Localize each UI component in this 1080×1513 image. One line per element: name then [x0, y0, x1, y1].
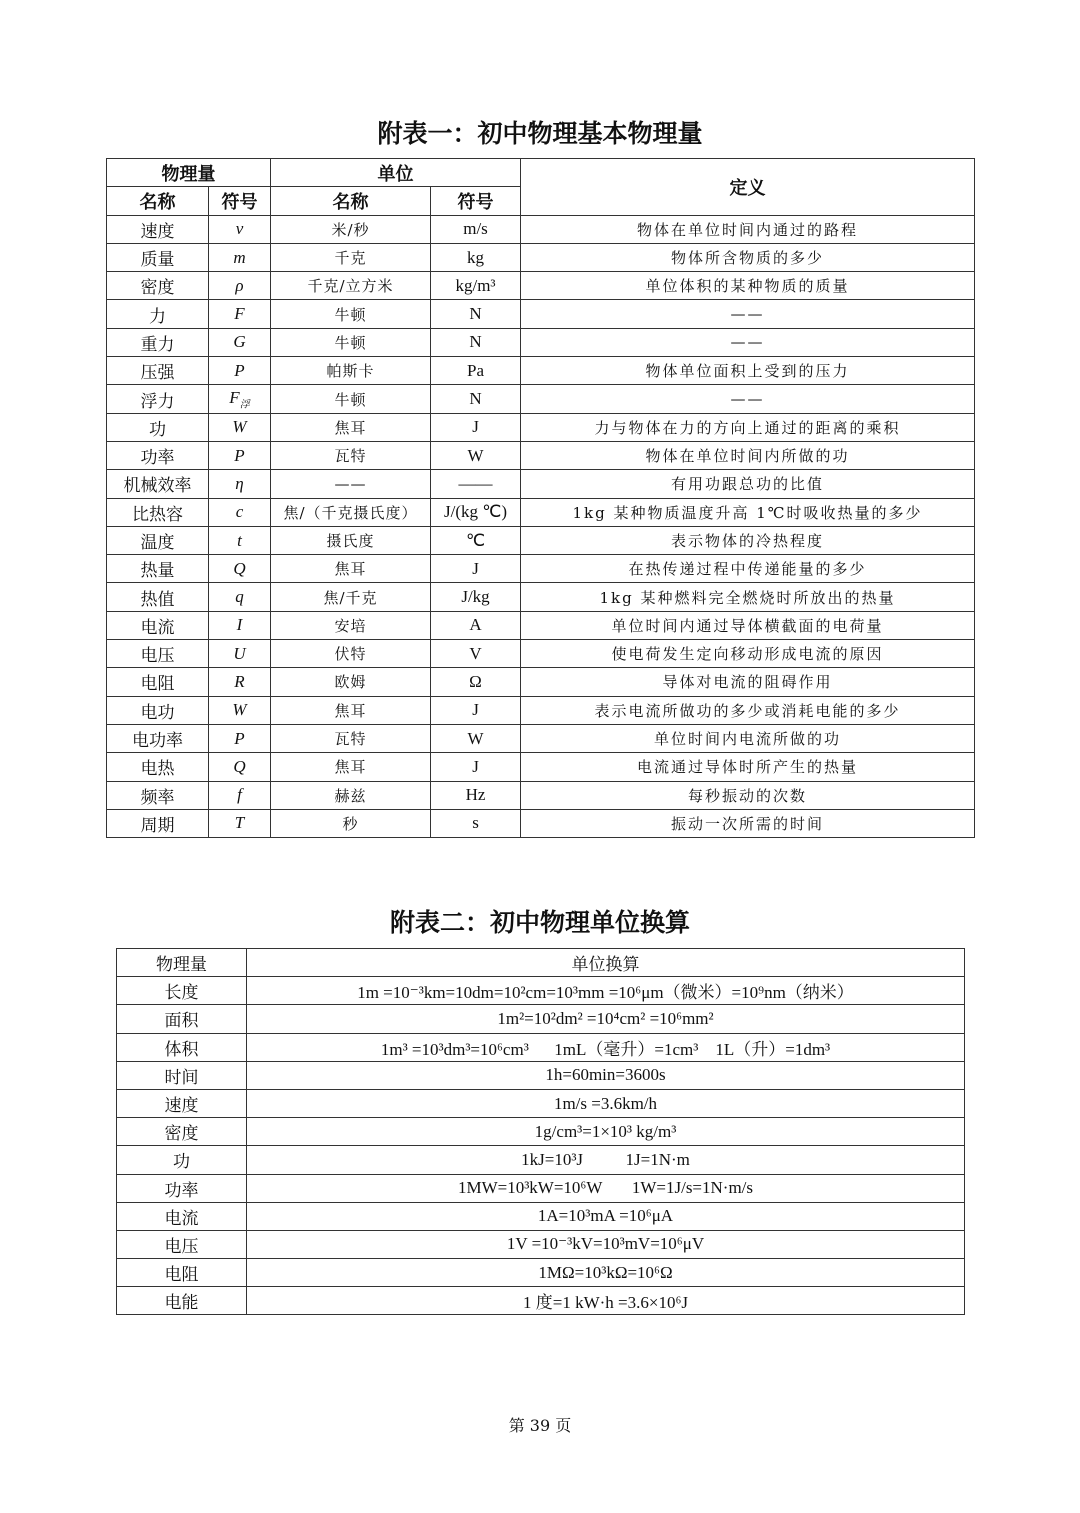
quantity-name: 电阻 [107, 668, 209, 696]
header-unit-symbol: 符号 [431, 187, 521, 215]
definition: 电流通过导体时所产生的热量 [521, 753, 975, 781]
quantity-name: 压强 [107, 357, 209, 385]
unit-name: 焦耳 [271, 413, 431, 441]
quantity-name: 比热容 [107, 498, 209, 526]
table-row [107, 696, 975, 724]
definition: 使电荷发生定向移动形成电流的原因 [521, 640, 975, 668]
quantity-name: 速度 [117, 1089, 247, 1117]
table-row [107, 470, 975, 498]
quantity-name: 热量 [107, 555, 209, 583]
table-row [107, 498, 975, 526]
quantity-name: 面积 [117, 1005, 247, 1033]
table-row [107, 243, 975, 271]
conversion-value: 1m²=10²dm² =10⁴cm² =10⁶mm² [247, 1005, 965, 1033]
quantity-symbol: P [209, 441, 271, 469]
quantity-name: 机械效率 [107, 470, 209, 498]
definition: 表示物体的冷热程度 [521, 526, 975, 554]
definition: 物体在单位时间内通过的路程 [521, 215, 975, 243]
table-row [117, 1174, 965, 1202]
unit-symbol: Pa [431, 357, 521, 385]
header-name: 名称 [107, 187, 209, 215]
quantity-name: 功率 [107, 441, 209, 469]
unit-name: 摄氏度 [271, 526, 431, 554]
unit-symbol: J [431, 413, 521, 441]
definition: 导体对电流的阻碍作用 [521, 668, 975, 696]
unit-symbol: J/kg [431, 583, 521, 611]
definition: 单位时间内通过导体横截面的电荷量 [521, 611, 975, 639]
table-row [107, 555, 975, 583]
header-quantity: 物理量 [117, 949, 247, 977]
quantity-name: 密度 [107, 272, 209, 300]
table-row [117, 1033, 965, 1061]
conversion-value: 1 度=1 kW·h =3.6×10⁶J [247, 1287, 965, 1315]
definition: 物体所含物质的多少 [521, 243, 975, 271]
definition: 1kg 某种燃料完全燃烧时所放出的热量 [521, 583, 975, 611]
quantity-name: 功 [107, 413, 209, 441]
unit-symbol: J [431, 696, 521, 724]
conversion-value: 1m/s =3.6km/h [247, 1089, 965, 1117]
quantity-name: 力 [107, 300, 209, 328]
table-row [107, 441, 975, 469]
header-unit-name: 名称 [271, 187, 431, 215]
page-number: 第 39 页 [508, 1416, 572, 1435]
table-row [117, 1005, 965, 1033]
table-row [117, 1118, 965, 1146]
unit-name: 米/秒 [271, 215, 431, 243]
quantity-symbol: U [209, 640, 271, 668]
table-row [107, 272, 975, 300]
table-row [117, 1202, 965, 1230]
quantity-name: 电热 [107, 753, 209, 781]
table-row [107, 526, 975, 554]
quantity-symbol: t [209, 526, 271, 554]
table-row [107, 413, 975, 441]
quantity-name: 质量 [107, 243, 209, 271]
unit-name: 赫兹 [271, 781, 431, 809]
quantity-symbol: $F_浮$ [209, 385, 271, 413]
definition: —— [521, 385, 975, 413]
unit-name: 瓦特 [271, 441, 431, 469]
table-row [107, 215, 975, 243]
unit-symbol: kg [431, 243, 521, 271]
quantity-name: 重力 [107, 328, 209, 356]
quantity-symbol: T [209, 809, 271, 837]
table-row [117, 1061, 965, 1089]
unit-name: 千克 [271, 243, 431, 271]
unit-symbol: ℃ [431, 526, 521, 554]
quantity-name: 电压 [107, 640, 209, 668]
quantity-symbol: R [209, 668, 271, 696]
definition: 物体在单位时间内所做的功 [521, 441, 975, 469]
unit-symbol: V [431, 640, 521, 668]
header-definition: 定义 [521, 159, 975, 216]
unit-symbol: m/s [431, 215, 521, 243]
quantity-name: 密度 [117, 1118, 247, 1146]
unit-name: 秒 [271, 809, 431, 837]
conversion-value: 1g/cm³=1×10³ kg/m³ [247, 1118, 965, 1146]
table-row [107, 583, 975, 611]
table-row [117, 1287, 965, 1315]
conversion-value: 1MΩ=10³kΩ=10⁶Ω [247, 1259, 965, 1287]
quantity-name: 电阻 [117, 1259, 247, 1287]
table-row [117, 977, 965, 1005]
conversion-value: 1h=60min=3600s [247, 1061, 965, 1089]
table-row [117, 1146, 965, 1174]
unit-symbol: Hz [431, 781, 521, 809]
unit-name: 牛顿 [271, 385, 431, 413]
header-symbol: 符号 [209, 187, 271, 215]
table-row [107, 781, 975, 809]
conversion-value: 1m³ =10³dm³=10⁶cm³ 1mL（毫升）=1cm³ 1L（升）=1dm³ [247, 1033, 965, 1061]
quantity-symbol: c [209, 498, 271, 526]
unit-name: 瓦特 [271, 724, 431, 752]
table-row [107, 809, 975, 837]
header-conversion: 单位换算 [247, 949, 965, 977]
unit-name: 焦耳 [271, 753, 431, 781]
unit-name: 安培 [271, 611, 431, 639]
table1-title: 附表一：初中物理基本物理量 [377, 119, 703, 148]
unit-symbol: W [431, 724, 521, 752]
table-row [117, 1230, 965, 1258]
quantity-name: 电能 [117, 1287, 247, 1315]
definition: 在热传递过程中传递能量的多少 [521, 555, 975, 583]
unit-symbol: A [431, 611, 521, 639]
quantity-name: 周期 [107, 809, 209, 837]
unit-symbol: kg/m³ [431, 272, 521, 300]
definition: 每秒振动的次数 [521, 781, 975, 809]
symbol-subscript: 浮 [239, 399, 250, 411]
conversion-value: 1m =10⁻³km=10dm=10²cm=10³mm =10⁶μm（微米）=10⁹nm（纳米） [247, 977, 965, 1005]
unit-symbol: J [431, 753, 521, 781]
quantity-name: 温度 [107, 526, 209, 554]
conversion-value: 1kJ=10³J 1J=1N·m [247, 1146, 965, 1174]
quantity-name: 电压 [117, 1230, 247, 1258]
quantity-symbol: I [209, 611, 271, 639]
definition: —— [521, 300, 975, 328]
definition: 单位时间内电流所做的功 [521, 724, 975, 752]
table-row [117, 1259, 965, 1287]
table-row [107, 724, 975, 752]
table-row [107, 328, 975, 356]
unit-symbol: N [431, 385, 521, 413]
quantity-name: 功 [117, 1146, 247, 1174]
quantity-name: 长度 [117, 977, 247, 1005]
physical-quantities-table [106, 158, 975, 838]
quantity-name: 电功 [107, 696, 209, 724]
unit-name: 焦耳 [271, 555, 431, 583]
unit-conversion-table [116, 948, 965, 1315]
quantity-symbol: η [209, 470, 271, 498]
conversion-value: 1MW=10³kW=10⁶W 1W=1J/s=1N·m/s [247, 1174, 965, 1202]
definition: 表示电流所做功的多少或消耗电能的多少 [521, 696, 975, 724]
unit-name: 焦/千克 [271, 583, 431, 611]
quantity-symbol: G [209, 328, 271, 356]
unit-name: 牛顿 [271, 328, 431, 356]
quantity-symbol: q [209, 583, 271, 611]
table-row [107, 640, 975, 668]
definition: 物体单位面积上受到的压力 [521, 357, 975, 385]
definition: 单位体积的某种物质的质量 [521, 272, 975, 300]
definition: —— [521, 328, 975, 356]
unit-symbol: s [431, 809, 521, 837]
quantity-symbol: P [209, 357, 271, 385]
quantity-name: 电流 [117, 1202, 247, 1230]
conversion-value: 1V =10⁻³kV=10³mV=10⁶μV [247, 1230, 965, 1258]
quantity-name: 频率 [107, 781, 209, 809]
table-row [107, 300, 975, 328]
quantity-symbol: P [209, 724, 271, 752]
conversion-value: 1A=10³mA =10⁶μA [247, 1202, 965, 1230]
unit-name: 千克/立方米 [271, 272, 431, 300]
unit-symbol: N [431, 300, 521, 328]
unit-name: 牛顿 [271, 300, 431, 328]
unit-name: —— [271, 470, 431, 498]
quantity-name: 速度 [107, 215, 209, 243]
quantity-name: 电流 [107, 611, 209, 639]
quantity-name: 时间 [117, 1061, 247, 1089]
table-row [117, 1089, 965, 1117]
quantity-name: 体积 [117, 1033, 247, 1061]
unit-name: 焦/（千克摄氏度） [271, 498, 431, 526]
unit-name: 欧姆 [271, 668, 431, 696]
definition: 力与物体在力的方向上通过的距离的乘积 [521, 413, 975, 441]
quantity-symbol: m [209, 243, 271, 271]
quantity-name: 功率 [117, 1174, 247, 1202]
header-quantity: 物理量 [107, 159, 271, 187]
quantity-symbol: Q [209, 555, 271, 583]
quantity-name: 热值 [107, 583, 209, 611]
header-unit: 单位 [271, 159, 521, 187]
quantity-symbol: W [209, 696, 271, 724]
table-row [107, 357, 975, 385]
unit-symbol: J [431, 555, 521, 583]
quantity-name: 电功率 [107, 724, 209, 752]
table-row [107, 611, 975, 639]
unit-symbol: W [431, 441, 521, 469]
definition: 1kg 某种物质温度升高 1℃时吸收热量的多少 [521, 498, 975, 526]
definition: 振动一次所需的时间 [521, 809, 975, 837]
quantity-symbol: f [209, 781, 271, 809]
unit-name: 焦耳 [271, 696, 431, 724]
unit-name: 伏特 [271, 640, 431, 668]
quantity-symbol: ρ [209, 272, 271, 300]
quantity-name: 浮力 [107, 385, 209, 413]
definition: 有用功跟总功的比值 [521, 470, 975, 498]
unit-symbol: J/(kg ℃) [431, 498, 521, 526]
quantity-symbol: Q [209, 753, 271, 781]
unit-symbol: Ω [431, 668, 521, 696]
unit-symbol: N [431, 328, 521, 356]
table-row [107, 385, 975, 413]
table2-title: 附表二：初中物理单位换算 [389, 908, 690, 937]
unit-name: 帕斯卡 [271, 357, 431, 385]
table-row [107, 668, 975, 696]
table-row [107, 753, 975, 781]
quantity-symbol: v [209, 215, 271, 243]
quantity-symbol: W [209, 413, 271, 441]
quantity-symbol: F [209, 300, 271, 328]
unit-symbol: —— [431, 470, 521, 498]
